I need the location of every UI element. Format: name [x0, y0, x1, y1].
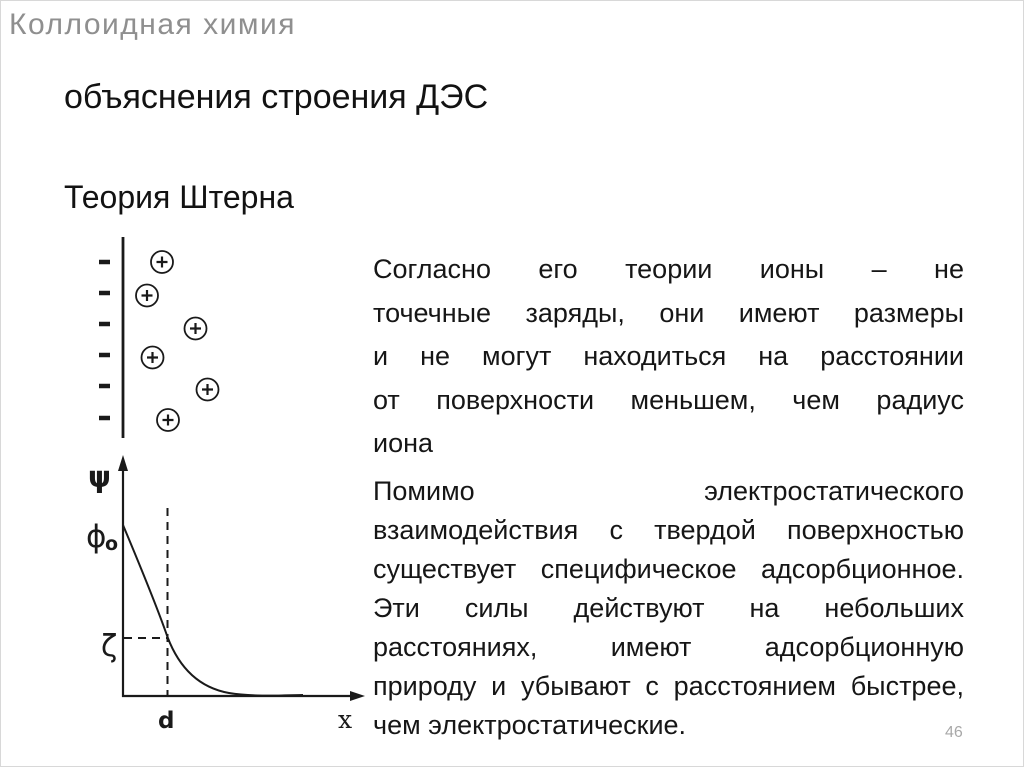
text-line: расстояниях, имеют адсорбционную — [373, 631, 964, 662]
psi-axis-label: ψ — [88, 460, 112, 494]
positive-ions — [136, 251, 219, 431]
x-axis-arrow-icon — [350, 691, 365, 701]
slide-header: Коллоидная химия — [9, 8, 297, 41]
body-text — [373, 248, 964, 745]
text-line: Помимо электростатического — [373, 475, 964, 506]
text-line: иона — [373, 428, 434, 458]
plus-ion-icon — [197, 379, 219, 401]
text-line: и не могут находиться на расстоянии — [373, 341, 964, 371]
text-line: Эти силы действуют на небольших — [373, 592, 964, 623]
stern-layer-figure — [76, 226, 376, 746]
text-line: природу и убывают с расстоянием быстрее, — [373, 670, 964, 701]
y-axis-arrow-icon — [118, 455, 128, 471]
x-axis-label: x — [338, 705, 353, 734]
plus-ion-icon — [136, 285, 158, 307]
text-line: Согласно его теории ионы – не — [373, 254, 964, 284]
page-title: объяснения строения ДЭС — [64, 78, 489, 116]
text-line: существует специфическое адсорбционное. — [373, 553, 964, 584]
text-line: от поверхности меньшем, чем радиус — [373, 384, 964, 415]
paragraph-1 — [373, 248, 964, 466]
zeta-label: ζ — [101, 629, 118, 664]
page-number: 46 — [945, 724, 963, 741]
plus-ion-icon — [151, 251, 173, 273]
minus-charges — [99, 262, 110, 418]
text-line: чем электростатические. — [373, 709, 687, 740]
text-line: точечные заряды, они имеют размеры — [373, 297, 964, 328]
text-line: взаимодействия с твердой поверхностью — [373, 514, 964, 545]
charged-surface-diagram — [99, 237, 219, 438]
potential-curve — [123, 525, 303, 696]
plus-ion-icon — [157, 409, 179, 431]
d-label: d — [158, 708, 175, 734]
plus-ion-icon — [185, 318, 207, 340]
plus-ion-icon — [142, 347, 164, 369]
phi0-label: ϕ — [86, 519, 107, 555]
phi0-subscript: o — [105, 533, 119, 555]
section-subtitle: Теория Штерна — [64, 179, 294, 215]
potential-distance-graph — [86, 455, 365, 734]
paragraph-2 — [373, 472, 964, 745]
